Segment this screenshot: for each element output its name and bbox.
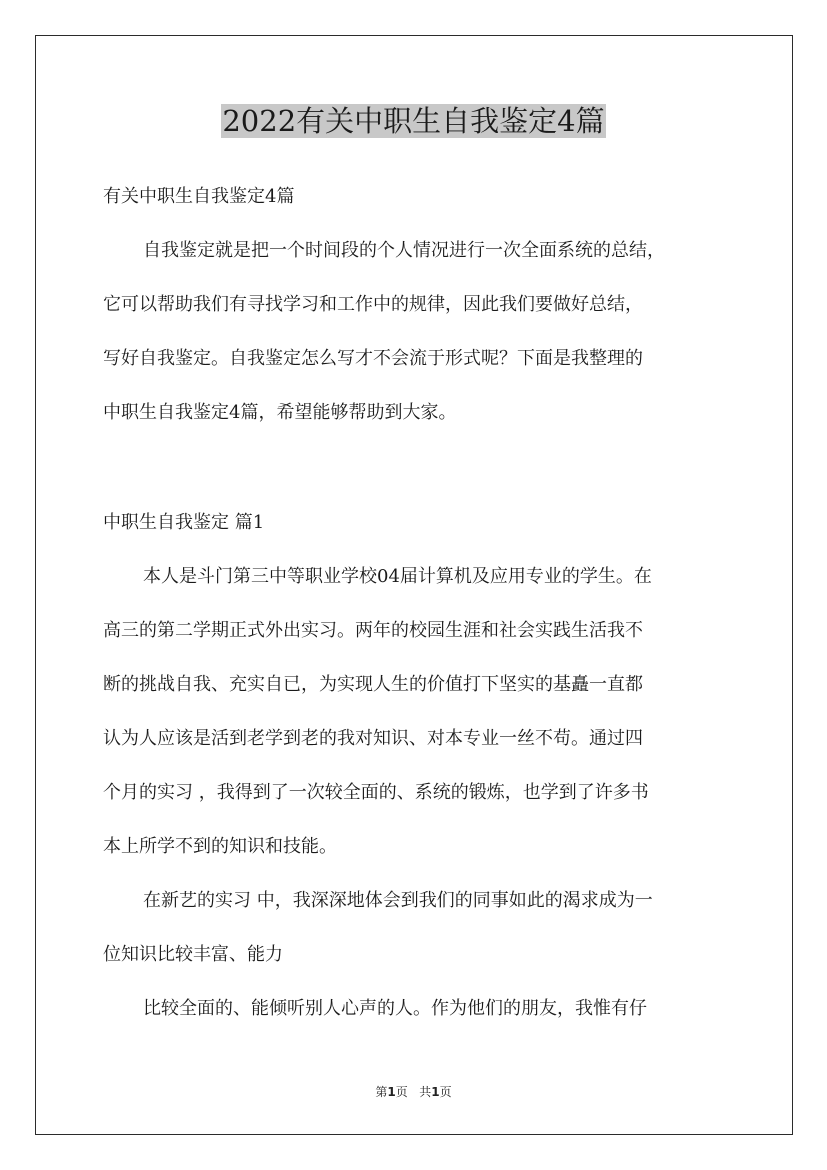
- body-line: 在新艺的实习 中，我深深地体会到我们的同事如此的渴求成为一: [143, 890, 653, 911]
- body-line: 本人是斗门第三中等职业学校04届计算机及应用专业的学生。在: [143, 566, 652, 587]
- body-line: 个月的实习 ，我得到了一次较全面的、系统的锻炼，也学到了许多书: [103, 782, 649, 803]
- intro-line: 自我鉴定就是把一个时间段的个人情况进行一次全面系统的总结，: [143, 240, 665, 261]
- intro-line: 中职生自我鉴定4篇，希望能够帮助到大家。: [103, 402, 457, 423]
- body-line: 认为人应该是活到老学到老的我对知识、对本专业一丝不苟。通过四: [103, 728, 643, 749]
- body-line: 比较全面的、能倾听别人心声的人。作为他们的朋友，我惟有仔: [143, 998, 647, 1019]
- document-title-text: 2022有关中职生自我鉴定4篇: [222, 104, 605, 138]
- intro-line: 它可以帮助我们有寻找学习和工作中的规律，因此我们要做好总结，: [103, 294, 643, 315]
- page-footer: 第1页 共1页: [375, 1085, 452, 1099]
- body-line: 断的挑战自我、充实自已，为实现人生的价值打下坚实的基矗一直都: [103, 674, 643, 695]
- body-line: 本上所学不到的知识和技能。: [103, 836, 337, 857]
- section-heading: 中职生自我鉴定 篇1: [103, 512, 265, 533]
- document-title: [0, 98, 827, 144]
- body-line: 高三的第二学期正式外出实习。两年的校园生涯和社会实践生活我不: [103, 620, 643, 641]
- intro-line: 写好自我鉴定。自我鉴定怎么写才不会流于形式呢？下面是我整理的: [103, 348, 643, 369]
- body-line: 位知识比较丰富、能力: [103, 944, 283, 965]
- subtitle: 有关中职生自我鉴定4篇: [103, 186, 295, 207]
